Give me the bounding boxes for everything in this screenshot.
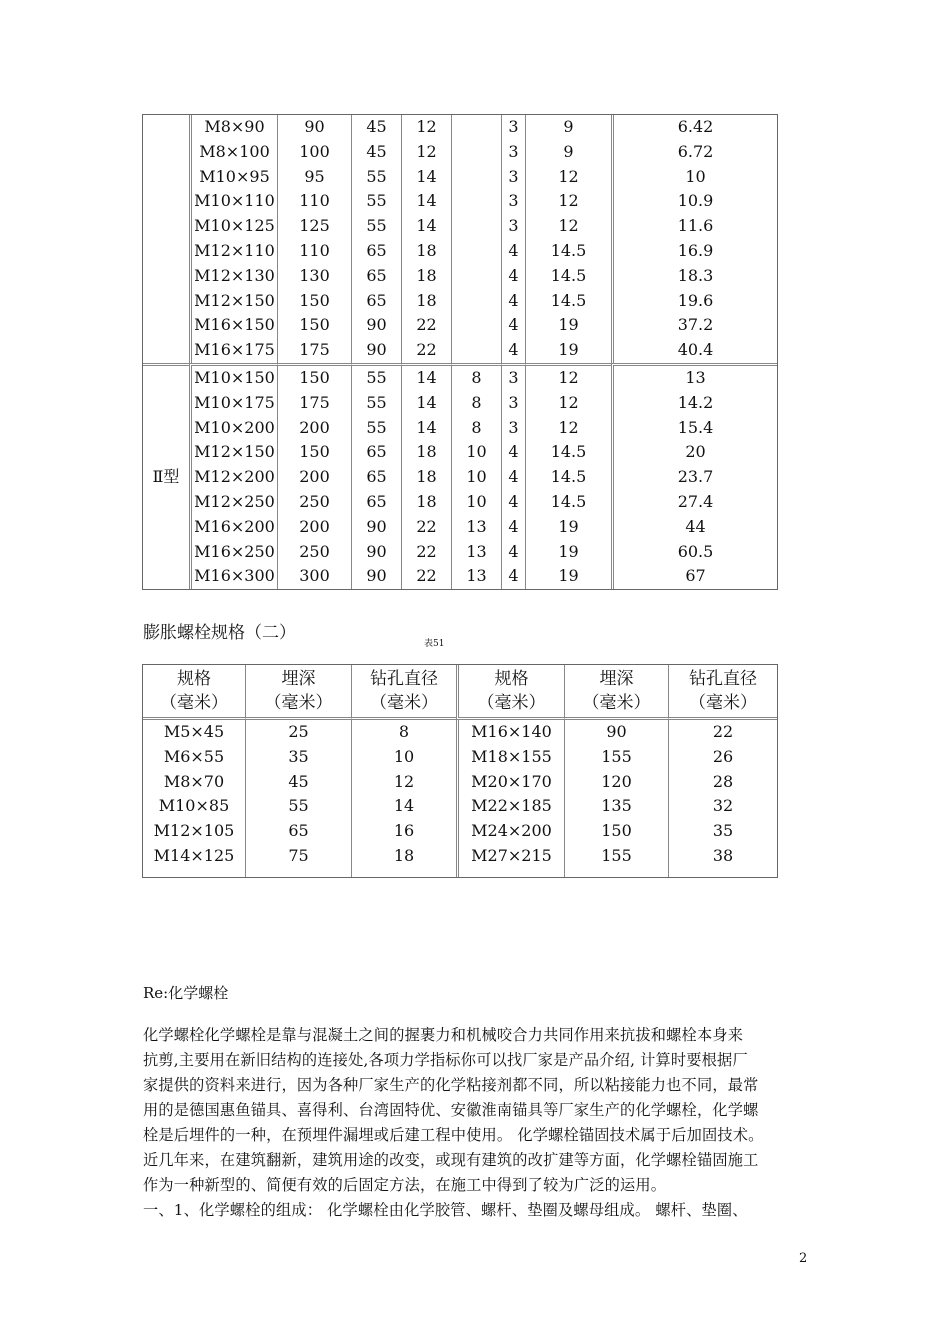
table-cell: 12 [351,770,456,795]
header-line: 埋深 [599,669,634,689]
table-cell: 13 [451,540,501,565]
table-row [143,140,777,165]
table-cell: 22 [401,338,451,363]
table-cell [451,115,501,140]
table-cell: 65 [351,289,401,314]
table-cell: 18 [401,289,451,314]
table-cell: 18 [401,440,451,465]
table-row [143,165,777,190]
table-cell: 130 [277,264,351,289]
table-cell: 14 [351,794,456,819]
table-cell: 4 [501,239,525,264]
table-cell: 55 [351,214,401,239]
table-cell: 12 [401,115,451,140]
table-row [143,239,777,264]
table-cell: 18 [401,264,451,289]
table-cell: M16×200 [189,515,277,540]
table-cell: M12×250 [189,490,277,515]
table-row [143,189,777,214]
table-cell: 35 [245,745,351,770]
table-cell: 125 [277,214,351,239]
table-cell: 12 [525,165,611,190]
table-cell: 65 [351,239,401,264]
table-cell: 55 [351,391,401,416]
table-cell: 200 [277,416,351,441]
table-row [143,289,777,314]
table-cell: 12 [525,391,611,416]
table-cell: 55 [351,363,401,391]
header-line: （毫米） [477,693,546,713]
table-cell: 4 [501,515,525,540]
table-cell: M20×170 [456,770,564,795]
page-number: 2 [799,1251,808,1266]
table-cell: M16×140 [456,720,564,745]
table-cell: 250 [277,540,351,565]
table-cell: 18 [401,239,451,264]
table-cell: 16.9 [611,239,777,264]
table-cell: 13 [451,564,501,589]
table-cell: 12 [525,363,611,391]
table-cell: M12×150 [189,440,277,465]
table-row [143,819,777,844]
table-cell: 10 [451,440,501,465]
table-cell: 90 [351,540,401,565]
table-cell: 35 [668,819,777,844]
table-cell: 4 [501,313,525,338]
table-cell: 3 [501,165,525,190]
table-cell: 22 [401,515,451,540]
table-cell: 14.5 [525,264,611,289]
table-cell: 120 [564,770,668,795]
table-cell [451,189,501,214]
table-cell [451,289,501,314]
table-cell: 22 [668,720,777,745]
body-line: 用的是德国惠鱼锚具、喜得利、台湾固特优、安徽淮南锚具等厂家生产的化学螺栓，化学螺 [143,1101,759,1119]
body-line: 抗剪,主要用在新旧结构的连接处,各项力学指标你可以找厂家是产品介绍, 计算时要根据厂 [143,1051,748,1069]
table-cell: 250 [277,490,351,515]
table-cell: 18 [401,465,451,490]
table-cell [451,140,501,165]
table-cell: M10×200 [189,416,277,441]
table-cell: 10 [611,165,777,190]
table-row [143,720,777,745]
table-number: 表51 [424,639,445,649]
table-cell [451,313,501,338]
reply-title: Re:化学螺栓 [143,984,229,1002]
table-cell: 12 [525,189,611,214]
table-row [143,264,777,289]
table-cell: 10 [351,745,456,770]
table-cell: M12×200 [189,465,277,490]
bolt-spec-table-continued [142,114,778,590]
table-cell: M10×125 [189,214,277,239]
table-cell: 110 [277,239,351,264]
table-row [143,313,777,338]
table-cell: 3 [501,189,525,214]
table-cell: 3 [501,214,525,239]
table-cell: 37.2 [611,313,777,338]
table-cell: 9 [525,115,611,140]
header-line: （毫米） [160,693,228,713]
table-row [143,745,777,770]
table-row [143,115,777,140]
table-cell: 175 [277,391,351,416]
column-header [245,665,351,720]
table-cell: M12×110 [189,239,277,264]
table-cell: 12 [401,140,451,165]
table-cell: 18.3 [611,264,777,289]
table-cell: M27×215 [456,844,564,877]
table-cell: 14.2 [611,391,777,416]
header-line: 规格 [494,669,529,689]
table-cell: M16×250 [189,540,277,565]
table-cell: 26 [668,745,777,770]
table-cell: 3 [501,115,525,140]
table-cell: 27.4 [611,490,777,515]
table-cell: M10×85 [158,796,230,816]
table-cell: 14.5 [525,289,611,314]
table-cell: 3 [501,140,525,165]
table-row [143,844,777,877]
table-cell: 10 [451,490,501,515]
table-cell: 3 [501,363,525,391]
table-cell: 65 [351,490,401,515]
table-cell: 90 [564,720,668,745]
table-cell: 55 [351,189,401,214]
table-cell: M18×155 [456,745,564,770]
table-cell: 45 [351,140,401,165]
table-cell [451,239,501,264]
table-cell: 14 [401,189,451,214]
table-cell: 23.7 [611,465,777,490]
table-cell: M12×130 [189,264,277,289]
table-cell: 55 [351,165,401,190]
column-header [143,665,245,720]
table-cell [451,264,501,289]
table-cell: 3 [501,391,525,416]
table-cell: 155 [564,844,668,877]
table-cell: 19.6 [611,289,777,314]
table-row [143,465,777,490]
body-line: 家提供的资料来进行，因为各种厂家生产的化学粘接剂都不同，所以粘接能力也不同，最常 [143,1076,759,1094]
table-row [143,770,777,795]
table-cell: 9 [525,140,611,165]
table-cell: 12 [525,214,611,239]
table-cell: 90 [351,313,401,338]
table-cell: 20 [611,440,777,465]
table-cell: 4 [501,540,525,565]
table-cell: 14 [401,165,451,190]
table-cell: 32 [668,794,777,819]
table-cell: M16×175 [189,338,277,363]
table-cell: 4 [501,564,525,589]
table-cell: 135 [564,794,668,819]
table-cell: 45 [351,115,401,140]
table-cell: 4 [501,264,525,289]
table-cell: 18 [351,844,456,877]
table-cell: 13 [451,515,501,540]
table-cell: M5×45 [163,722,225,741]
table-cell: 65 [351,264,401,289]
table-cell: 22 [401,313,451,338]
body-line: 一、1、化学螺栓的组成： 化学螺栓由化学胶管、螺杆、垫圈及螺母组成。 螺杆、垫圈、 [143,1201,748,1219]
table-row [143,515,777,540]
table-cell: 90 [351,564,401,589]
table-cell: 200 [277,465,351,490]
table-row [143,391,777,416]
header-line: 钻孔直径 [689,669,757,689]
table-cell: M10×175 [189,391,277,416]
header-line: （毫米） [370,693,438,713]
table-cell: 3 [501,416,525,441]
body-line: 栓是后埋件的一种，在预埋件漏埋或后建工程中使用。 化学螺栓锚固技术属于后加固技术。 [143,1126,764,1144]
table-cell: 8 [351,720,456,745]
type-cell [143,115,189,363]
table-caption-title: 膨胀螺栓规格（二） [143,623,296,643]
table-cell: M12×150 [189,289,277,314]
header-line: 埋深 [281,669,316,689]
table-cell: 45 [245,770,351,795]
table-cell: 4 [501,465,525,490]
table-cell: M24×200 [456,819,564,844]
table-header-row [143,665,777,720]
table-row [143,540,777,565]
table-cell: 55 [245,794,351,819]
table-row [143,338,777,363]
table-cell: 10.9 [611,189,777,214]
expansion-bolt-spec-table-2 [142,664,778,878]
table-cell: 200 [277,515,351,540]
table-cell: M16×150 [189,313,277,338]
table-cell: 65 [351,440,401,465]
table-cell: 175 [277,338,351,363]
table-cell: 22 [401,540,451,565]
table-cell: 300 [277,564,351,589]
table-row [143,416,777,441]
table-cell: M8×70 [163,771,225,791]
table-cell: 90 [277,115,351,140]
column-header [564,665,668,720]
table-cell: 19 [525,313,611,338]
table-cell: 90 [351,515,401,540]
table-row [143,564,777,589]
table-cell: M8×100 [189,140,277,165]
table-row [143,214,777,239]
table-cell: 38 [668,844,777,877]
table-cell: 10 [451,465,501,490]
table-cell [451,214,501,239]
table-cell: 28 [668,770,777,795]
table-cell: 75 [245,844,351,877]
table-cell: 4 [501,338,525,363]
table-cell: 150 [277,313,351,338]
table-cell: 14 [401,416,451,441]
header-line: 钻孔直径 [370,669,438,689]
table-cell: 67 [611,564,777,589]
table-cell: 4 [501,289,525,314]
table-row [143,490,777,515]
table-cell: 8 [451,391,501,416]
header-line: （毫米） [582,693,651,713]
column-header [456,665,564,720]
header-line: （毫米） [689,693,757,713]
table-cell: 4 [501,440,525,465]
table-cell: 95 [277,165,351,190]
table-cell: M8×90 [189,115,277,140]
table-cell: 13 [611,363,777,391]
table-cell: 150 [277,440,351,465]
body-line: 化学螺栓化学螺栓是靠与混凝土之间的握裹力和机械咬合力共同作用来抗拔和螺栓本身来 [143,1026,744,1044]
table-cell: 14 [401,363,451,391]
table-cell: 18 [401,490,451,515]
table-cell: 12 [525,416,611,441]
table-cell: 19 [525,564,611,589]
table-cell: M10×95 [189,165,277,190]
table-cell: 22 [401,564,451,589]
table-cell: 6.42 [611,115,777,140]
table-cell: M12×105 [153,821,235,841]
table-cell: 8 [451,416,501,441]
table-cell: 40.4 [611,338,777,363]
header-line: 规格 [177,669,211,689]
table-cell: 150 [564,819,668,844]
table-cell: 6.72 [611,140,777,165]
body-paragraph [143,1023,813,1223]
table-cell [451,338,501,363]
type-cell: Ⅱ型 [143,363,189,589]
table-cell: 110 [277,189,351,214]
header-line: （毫米） [264,693,333,713]
table-cell: 150 [277,289,351,314]
table-cell [451,165,501,190]
column-header [351,665,456,720]
table-cell: 150 [277,363,351,391]
table-cell: 4 [501,490,525,515]
table-cell: 100 [277,140,351,165]
table-cell: M10×110 [189,189,277,214]
table-cell: M14×125 [153,845,235,865]
table-cell: 25 [245,720,351,745]
table-cell: M6×55 [163,746,225,766]
table-cell: 14 [401,214,451,239]
table-cell: 19 [525,540,611,565]
table-cell: M22×185 [456,794,564,819]
table-cell: 60.5 [611,540,777,565]
body-line: 作为一种新型的、简便有效的后固定方法，在施工中得到了较为广泛的运用。 [143,1176,667,1194]
table-cell: 55 [351,416,401,441]
table-cell: 65 [245,819,351,844]
table-cell: M16×300 [189,564,277,589]
table-cell: 44 [611,515,777,540]
table-cell: 19 [525,338,611,363]
table-cell: 16 [351,819,456,844]
column-header [668,665,777,720]
table-cell: 65 [351,465,401,490]
table-cell: 8 [451,363,501,391]
body-line: 近几年来，在建筑翻新，建筑用途的改变，或现有建筑的改扩建等方面，化学螺栓锚固施工 [143,1151,759,1169]
table-cell: 14.5 [525,239,611,264]
table-cell: 90 [351,338,401,363]
table-cell: 14.5 [525,465,611,490]
table-cell: 14 [401,391,451,416]
table-row [143,363,777,391]
table-row [143,794,777,819]
table-cell: M10×150 [189,363,277,391]
table-row [143,440,777,465]
table-cell: 155 [564,745,668,770]
table-cell: 15.4 [611,416,777,441]
table-cell: 14.5 [525,490,611,515]
table-cell: 19 [525,515,611,540]
table-cell: 14.5 [525,440,611,465]
table-cell: 11.6 [611,214,777,239]
